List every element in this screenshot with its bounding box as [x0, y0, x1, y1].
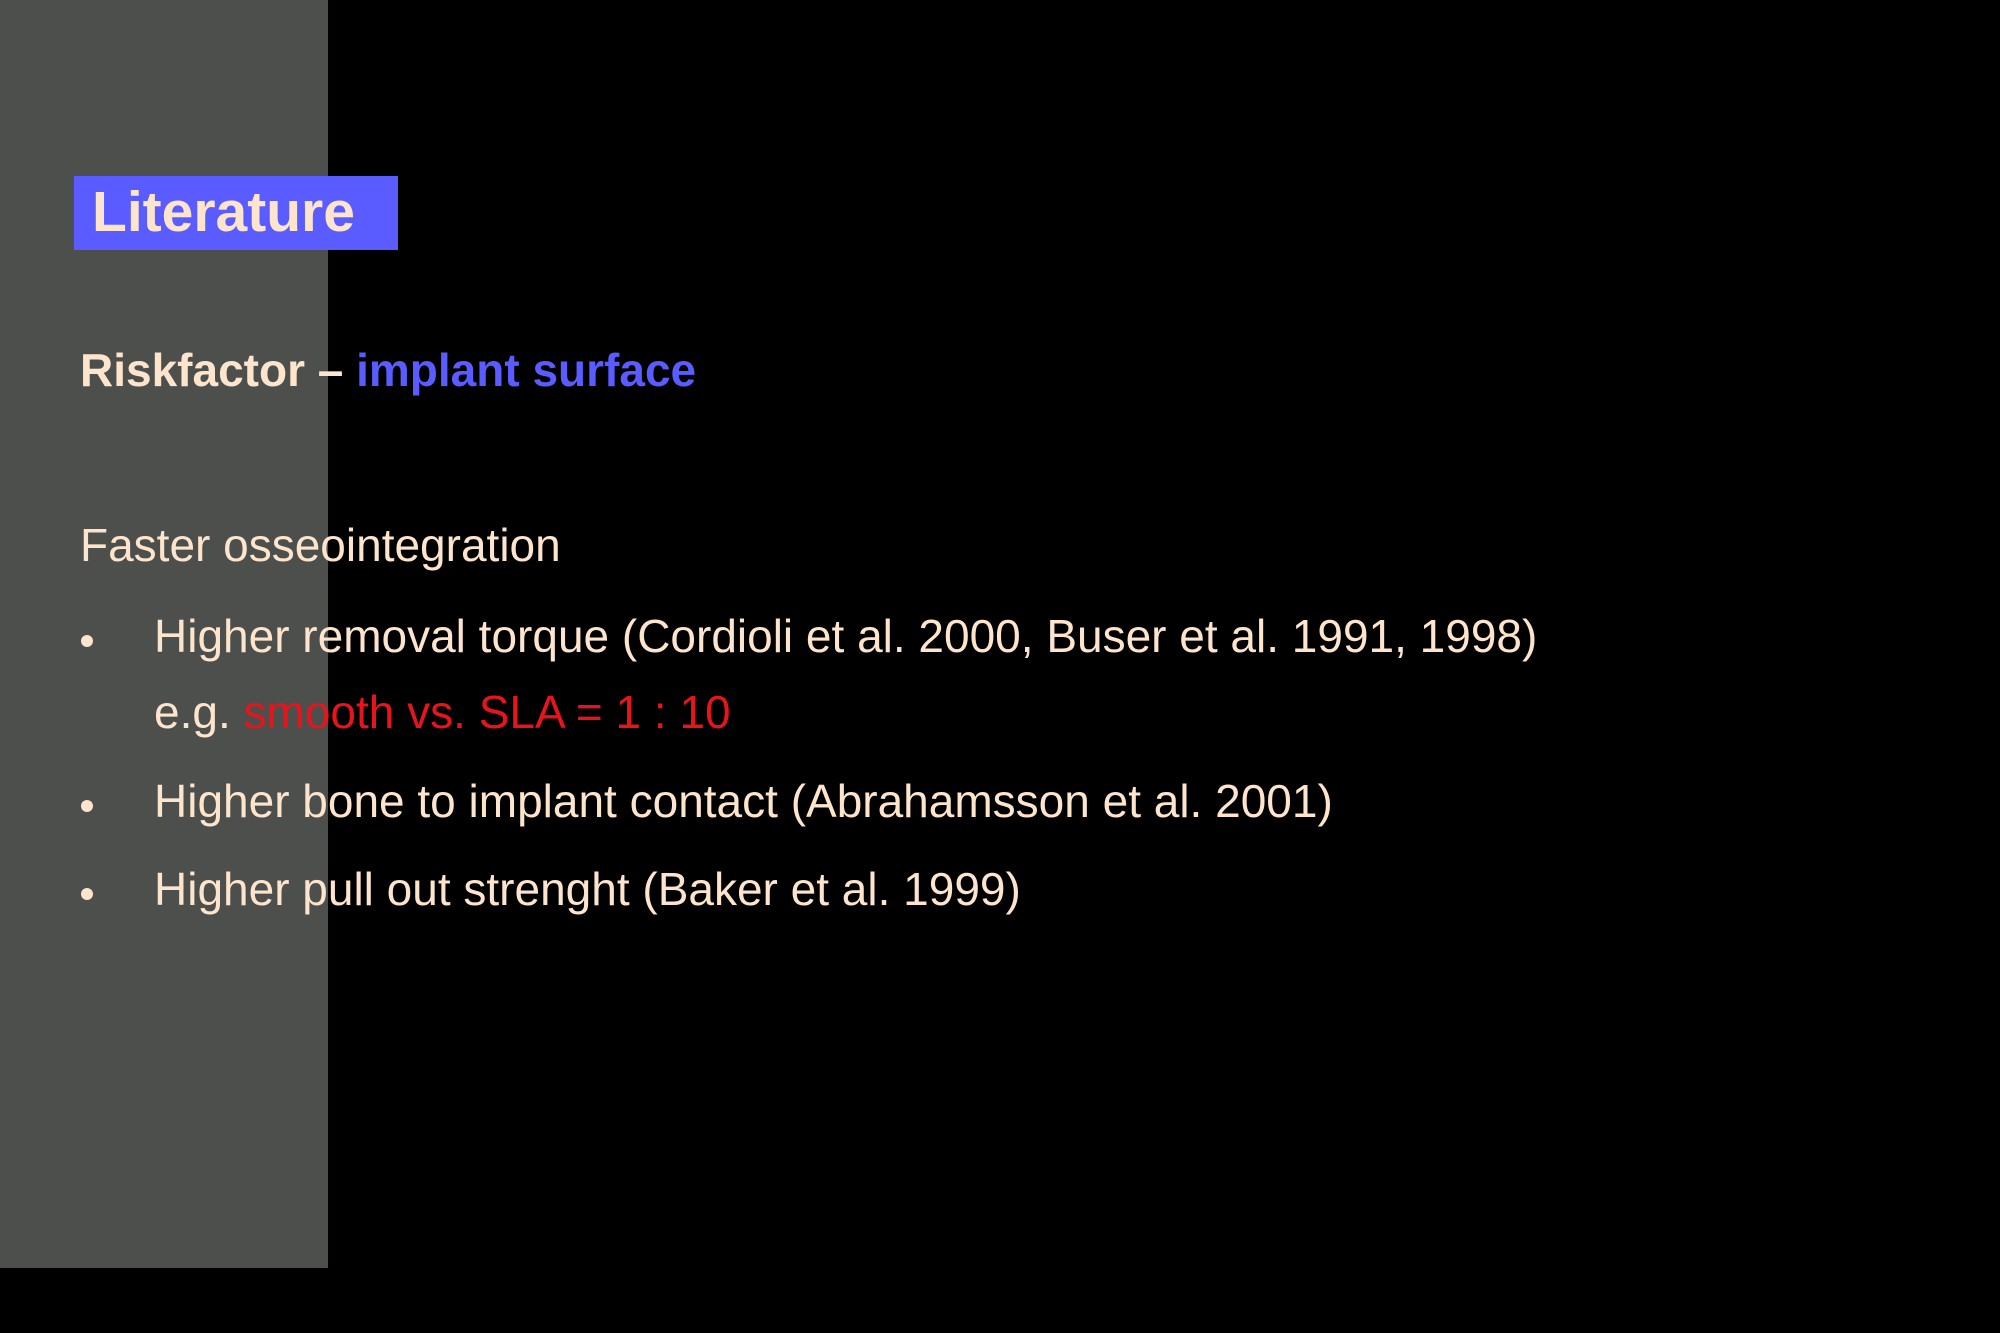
bullet-text: Higher pull out strenght (Baker et al. 1999): [154, 863, 1021, 915]
bullet-text: Higher bone to implant contact (Abrahamsson et al. 2001): [154, 775, 1333, 827]
example-highlight: smooth vs. SLA = 1 : 10: [243, 686, 731, 738]
subtitle-dash: –: [304, 344, 357, 396]
slide-title-text: Literature: [92, 180, 355, 244]
example-line: [154, 682, 731, 742]
slide-subtitle: [80, 340, 696, 400]
subtitle-accent: implant surface: [356, 344, 697, 396]
example-prefix: e.g.: [154, 686, 244, 738]
section-heading: Faster osseointegration: [80, 519, 561, 571]
bullet-icon: [81, 800, 93, 812]
bullet-text: Higher removal torque (Cordioli et al. 2000, Buser et al. 1991, 1998): [154, 610, 1538, 662]
slide-title: [74, 176, 398, 250]
bullet-icon: [81, 635, 93, 647]
bullet-icon: [81, 888, 93, 900]
subtitle-main: Riskfactor: [80, 344, 305, 396]
